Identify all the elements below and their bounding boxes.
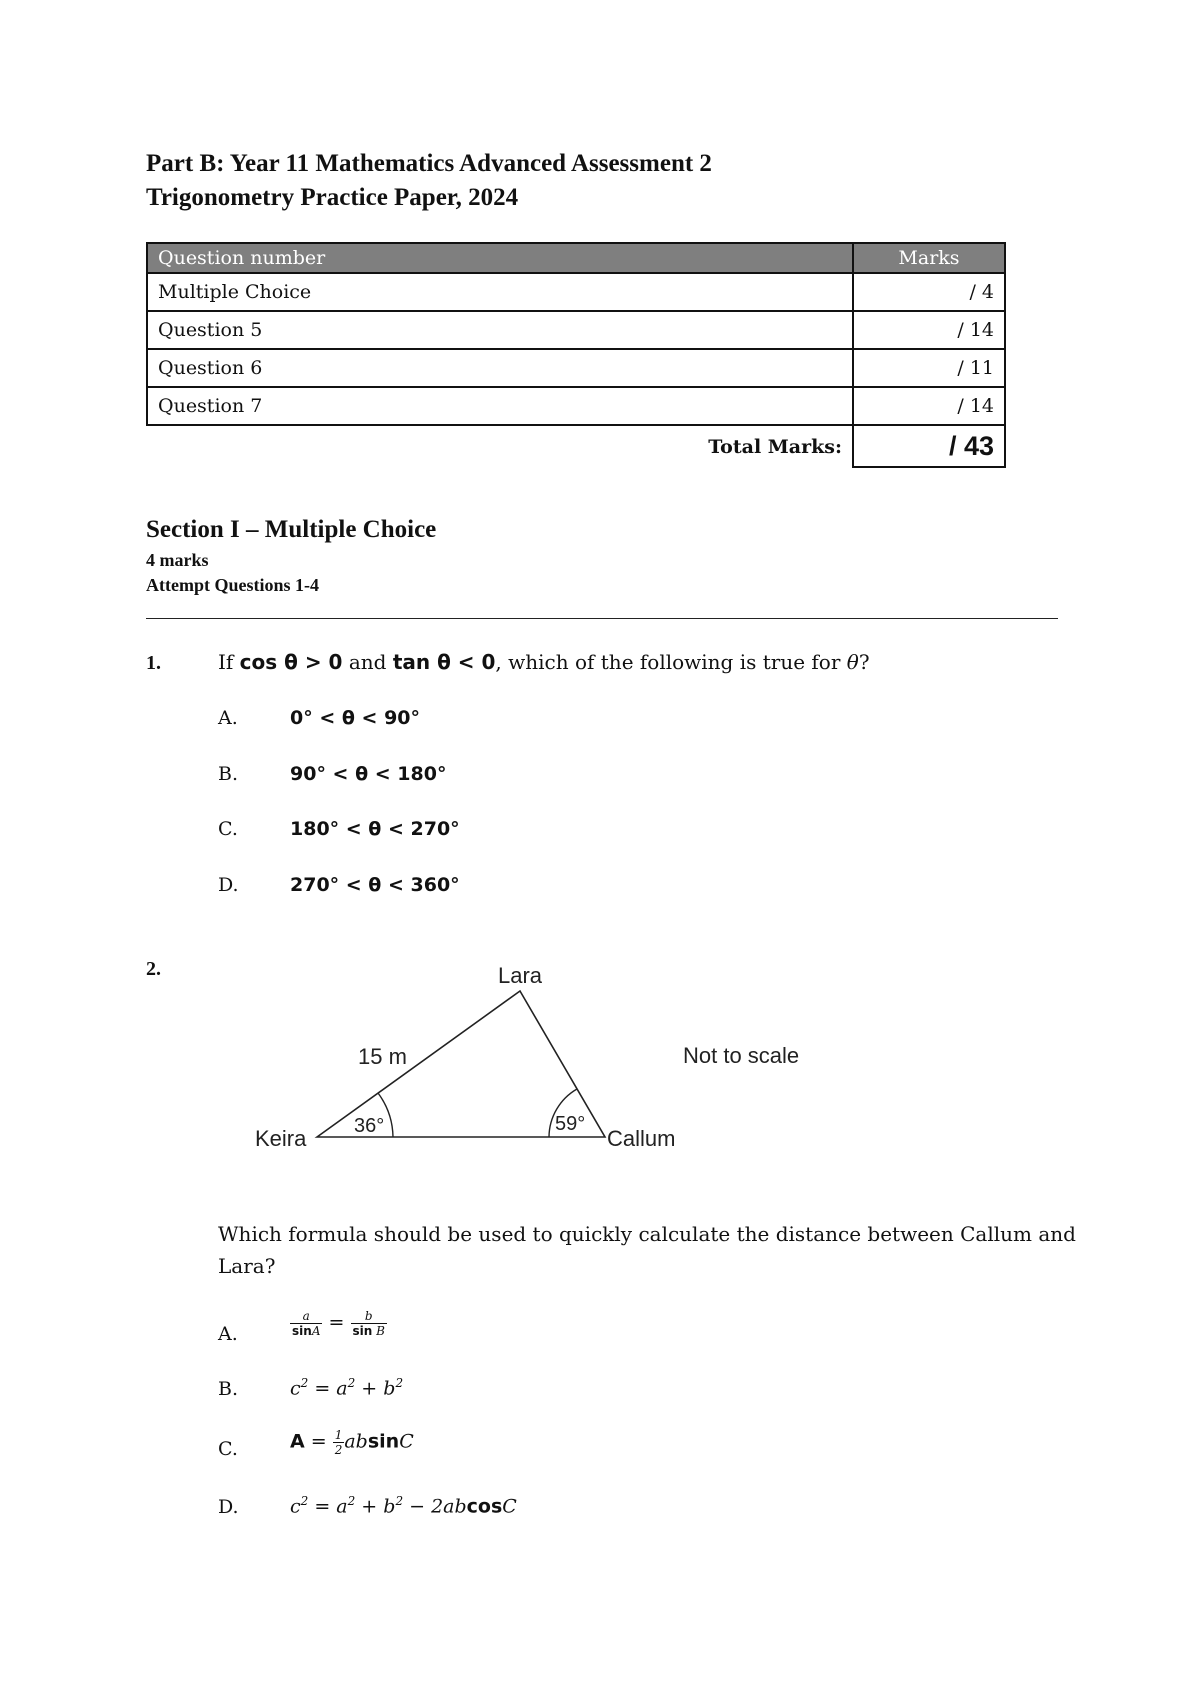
option-letter: C. — [218, 818, 238, 840]
question-2-line2: Lara? — [218, 1254, 276, 1278]
option-expression: 0° < θ < 90° — [290, 707, 421, 729]
section-marks: 4 marks — [146, 550, 209, 570]
option-expression: $\frac{a}{\sin A}$ = $\frac{b}{\text{sin B}}$ — [292, 1309, 385, 1338]
q1-condition-cos: cos θ > 0 — [239, 650, 343, 674]
question-number: 1. — [146, 652, 161, 674]
paper-title-line1: Part B: Year 11 Mathematics Advanced Assessment 2 — [146, 150, 712, 177]
q1-text-rest: , which of the following is true for — [495, 650, 841, 674]
marks-table-header — [147, 243, 1005, 273]
section-title: Section I – Multiple Choice — [146, 516, 437, 543]
question-number: 2. — [146, 958, 161, 980]
angle-label-keira: 36° — [354, 1115, 385, 1137]
row-marks: / 11 — [853, 349, 1005, 387]
question-2-text — [218, 1218, 1078, 1282]
vertex-label-keira: Keira — [255, 1126, 307, 1151]
not-to-scale-note: Not to scale — [683, 1043, 800, 1068]
paper-title-line2: Trigonometry Practice Paper, 2024 — [146, 184, 519, 211]
question-1-text — [218, 650, 870, 674]
triangle-diagram — [240, 955, 840, 1165]
total-row — [147, 425, 1005, 467]
column-header-marks: Marks — [853, 243, 1005, 273]
row-label: Question 6 — [147, 349, 853, 387]
vertex-label-callum: Callum — [607, 1126, 676, 1151]
column-header-question: Question number — [147, 243, 853, 273]
section-divider — [146, 618, 1058, 619]
option-letter: B. — [218, 1378, 239, 1400]
option-expression: 270° < θ < 360° — [290, 874, 460, 896]
table-row — [147, 273, 1005, 311]
total-label: Total Marks: — [708, 435, 842, 458]
angle-label-callum: 59° — [555, 1113, 586, 1135]
option-a-text — [0, 0, 1, 1]
option-letter: C. — [218, 1438, 238, 1460]
option-letter: D. — [218, 1496, 239, 1518]
table-row — [147, 387, 1005, 425]
row-label: Question 7 — [147, 387, 853, 425]
option-expression: 90° < θ < 180° — [290, 763, 447, 785]
q1-condition-tan: tan θ < 0 — [392, 650, 496, 674]
option-expression: $c^2 = a^2 + b^2 - 2abcosC$ — [290, 1494, 517, 1518]
row-marks: / 4 — [853, 273, 1005, 311]
q1-theta: θ — [846, 650, 859, 674]
option-letter: D. — [218, 874, 239, 896]
table-row — [147, 349, 1005, 387]
row-marks: / 14 — [853, 311, 1005, 349]
table-row — [147, 311, 1005, 349]
question-2-line1: Which formula should be used to quickly calculate the distance between Callum and — [218, 1222, 1076, 1246]
q1-text-and: and — [348, 650, 387, 674]
q1-text-end: ? — [858, 650, 870, 674]
option-letter: B. — [218, 763, 239, 785]
marks-table — [146, 242, 1006, 468]
option-letter: A. — [218, 1323, 238, 1345]
total-value: / 43 — [853, 425, 1005, 467]
row-label: Question 5 — [147, 311, 853, 349]
option-expression: $c^2 = a^2 + b^2$ — [290, 1376, 404, 1400]
option-letter: A. — [218, 707, 238, 729]
option-expression: 180° < θ < 270° — [290, 818, 460, 840]
q1-text-if: If — [218, 650, 234, 674]
side-length-label: 15 m — [358, 1044, 407, 1069]
vertex-label-lara: Lara — [498, 963, 543, 988]
row-marks: / 14 — [853, 387, 1005, 425]
row-label: Multiple Choice — [147, 273, 853, 311]
option-expression: A = $\frac{1}{2}$ absinC — [290, 1428, 414, 1457]
section-instructions: Attempt Questions 1-4 — [146, 575, 319, 595]
